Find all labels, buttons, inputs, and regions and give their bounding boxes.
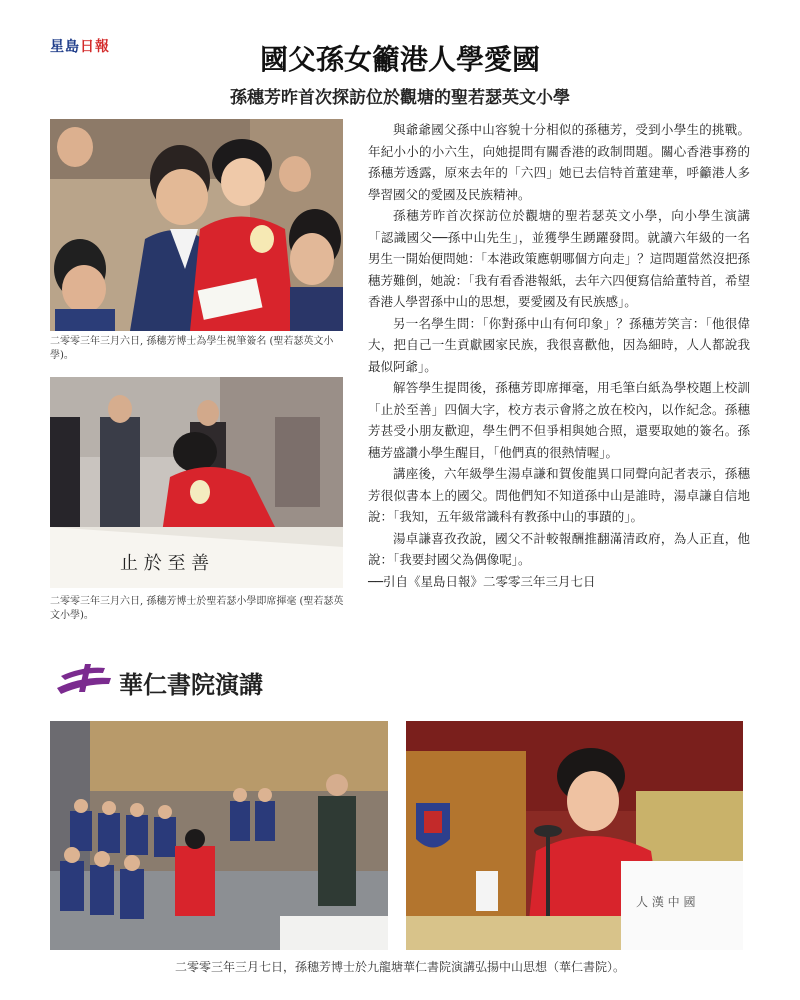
- top-photo-caption: 二零零三年三月六日, 孫穗芳博士為學生視筆簽名 (聖若瑟英文小學)。: [50, 336, 334, 361]
- photo-calligraphy-illustration: [50, 377, 343, 588]
- logo-part2: 日報: [80, 39, 110, 55]
- section-brush-icon: [55, 662, 113, 698]
- photo-lecture-hall: [50, 721, 388, 950]
- article-paragraph: 講座後，六年級學生湯卓謙和賀俊龍異口同聲向記者表示，孫穗芳很似書本上的國父。問他們知不知道孫中山是誰時，湯卓謙自信地說：「我知，五年級常識科有教孫中山的事蹟的」。: [368, 466, 750, 524]
- svg-text:人 漢 中 國: 人 漢 中 國: [636, 895, 696, 909]
- photo-calligraphy: [50, 377, 343, 588]
- brush-stroke-icon: [55, 662, 113, 698]
- article-paragraph: 孫穗芳昨首次探訪位於觀塘的聖若瑟英文小學，向小學生演講「認識國父──孫中山先生」，並獲學生踴躍發問。就讀六年級的一名男生一開始便問她：「本港政策應朝哪個方向走」？這問題當然沒把孫穗芳難倒，她說：「我有看香港報紙，去年六四便寫信給董特首，希望香港人學習孫中山的思想，要愛國及有民族感」。: [368, 208, 750, 309]
- subheadline: 孫穗芳昨首次探訪位於觀塘的聖若瑟英文小學: [230, 88, 570, 108]
- article-paragraph: 湯卓謙喜孜孜說，國父不計較報酬推翻滿清政府，為人正直，他說：「我要封國父為偶像呢」。: [368, 530, 750, 567]
- section-title: 華仁書院演講: [119, 671, 263, 699]
- photo-signing-illustration: [50, 119, 343, 331]
- photo-podium-illustration: [406, 721, 743, 950]
- article-paragraph: 解答學生提問後，孫穗芳即席揮毫，用毛筆白紙為學校題上校訓「止於至善」四個大字，校方表示會將之放在校內，以作紀念。孫穗芳甚受小朋友歡迎，學生們不但爭相與她合照，還要取她的簽名。孫穗芳盛讚小學生醒目，「他們真的很熱情喔」。: [368, 380, 750, 460]
- bottom-photo-caption: 二零零三年三月七日，孫穗芳博士於九龍塘華仁書院演講弘揚中山思想（華仁書院）。: [174, 960, 625, 974]
- photo-signing-autographs: [50, 119, 343, 331]
- headline: 國父孫女籲港人學愛國: [259, 43, 540, 76]
- logo-part1: 星島: [50, 39, 80, 55]
- article-source: ──引自《星島日報》二零零三年三月七日: [368, 573, 596, 589]
- photo-lecture-illustration: [50, 721, 388, 950]
- article-paragraph: 另一名學生問：「你對孫中山有何印象」？孫穗芳笑言：「他很偉大，把自己一生貢獻國家民族，我很喜歡他，因為細時，人人都說我最似阿爺」。: [368, 315, 750, 374]
- photo-podium-speaker: [406, 721, 743, 950]
- svg-text:止 於 至 善: 止 於 至 善: [120, 553, 210, 574]
- article-paragraph: 與爺爺國父孫中山容貌十分相似的孫穗芳，受到小學生的挑戰。年紀小小的小六生，向她提問有關香港的政制問題。關心香港事務的孫穗芳透露，原來去年的「六四」她已去信特首董建華，呼籲港人多學習國父的愛國及民族精神。: [368, 122, 750, 202]
- middle-photo-caption: 二零零三年三月六日, 孫穗芳博士於聖若瑟小學即席揮毫 (聖若瑟英文小學)。: [50, 596, 344, 621]
- article-body: [368, 119, 750, 592]
